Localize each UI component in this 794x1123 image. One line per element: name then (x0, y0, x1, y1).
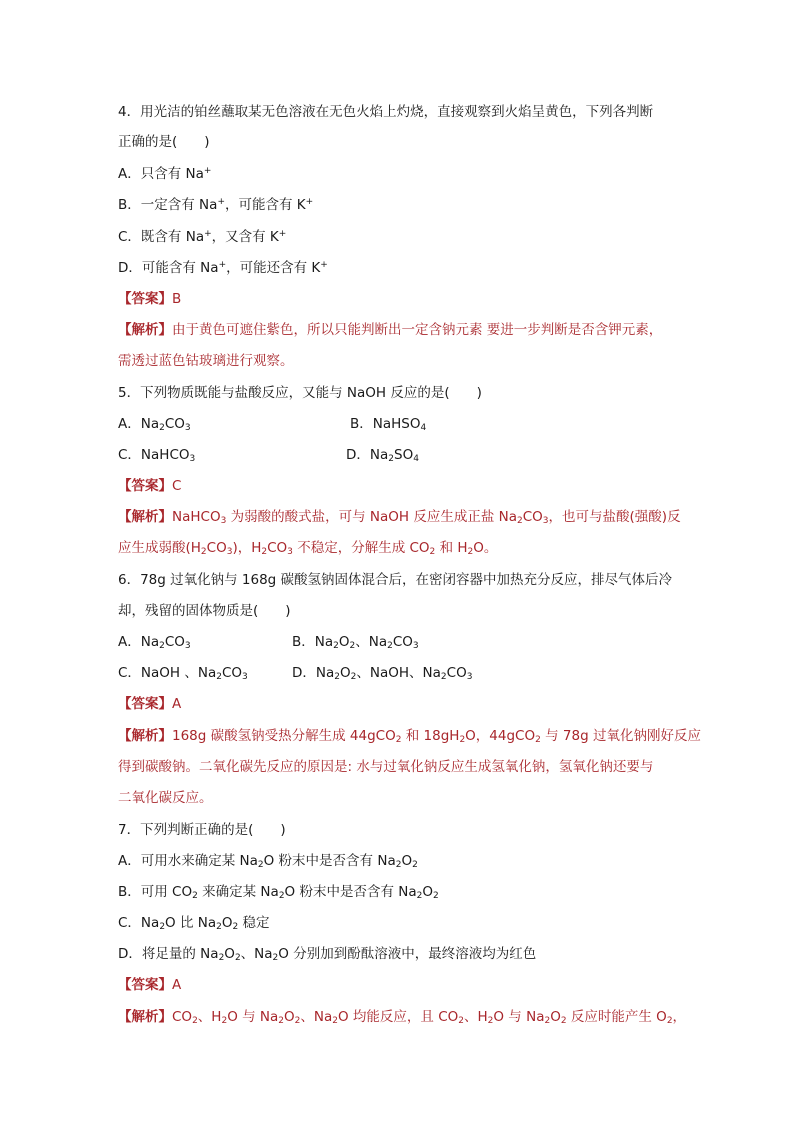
q5-options-row-1 (118, 414, 678, 434)
q4-option-b-text-1: B．一定含有 Na (118, 197, 218, 213)
answer-tag: 【答案】 (118, 478, 172, 494)
q7-option-c: C．$Na_2O$ 比 $Na_2O_2$ 稳定 (118, 915, 270, 932)
analysis-tag: 【解析】 (118, 322, 172, 338)
q4-analysis-line-1 (118, 320, 678, 340)
q4-analysis-text-1: 由于黄色可遮住紫色，所以只能判断出一定含钠元素 要进一步判断是否含钾元素， (172, 322, 663, 338)
q5-option-c: C．NaHCO$_3$ (118, 447, 196, 464)
q6-answer-value: A (172, 696, 182, 712)
q7-option-b: B．可用 $CO_2$ 来确定某 $Na_2O$ 粉末中是否含有 $Na_2O_2$ (118, 884, 439, 901)
q6-analysis-line-2: 得到碳酸钠。二氧化碳先反应的原因是: 水与过氧化钠反应生成氢氧化钠，氢氧化钠还要与 (118, 759, 654, 775)
q5-options-row-2 (118, 445, 678, 465)
q6-option-d: D．$Na_2O_2$、NaOH、$Na_2CO_3$ (292, 665, 473, 682)
q5-answer (118, 476, 678, 496)
q6-answer (118, 694, 678, 714)
q4-answer (118, 289, 678, 309)
answer-tag: 【答案】 (118, 977, 172, 993)
q6-options-row-2 (118, 663, 678, 683)
plus-sign: + (320, 260, 328, 270)
analysis-tag: 【解析】 (118, 509, 172, 525)
q5-option-b: B．NaHSO$_4$ (350, 416, 427, 433)
analysis-tag: 【解析】 (118, 1009, 172, 1025)
q4-stem-line-1: 4．用光洁的铂丝蘸取某无色溶液在无色火焰上灼烧，直接观察到火焰呈黄色，下列各判断 (118, 104, 654, 120)
q7-stem: 7．下列判断正确的是( ) (118, 822, 286, 838)
q5-option-a: A．$Na_2CO_3$ (118, 416, 191, 433)
q7-option-a: A．可用水来确定某 $Na_2O$ 粉末中是否含有 $Na_2O_2$ (118, 853, 418, 870)
q4-option-b-text-2: ，可能含有 K (224, 197, 306, 213)
q6-stem-line-2: 却，残留的固体物质是( ) (118, 603, 291, 619)
q6-analysis-line-3: 二氧化碳反应。 (118, 790, 213, 806)
q6-stem-line-1: 6．78g 过氧化钠与 168g 碳酸氢钠固体混合后，在密闭容器中加热充分反应，排尽气体后冷 (118, 572, 673, 588)
q4-option-c (118, 227, 678, 247)
q6-option-a: A．$Na_2CO_3$ (118, 634, 191, 651)
plus-sign: + (203, 166, 212, 176)
plus-sign: + (204, 229, 212, 239)
q6-option-b: B．$Na_2O_2$、$Na_2CO_3$ (292, 634, 419, 651)
plus-sign: + (217, 197, 225, 207)
answer-tag: 【答案】 (118, 696, 172, 712)
q4-option-c-text-2: ，又含有 K (211, 229, 279, 245)
q4-option-d (118, 258, 678, 278)
q6-options-row-1 (118, 632, 678, 652)
q7-answer-value: A (172, 977, 182, 993)
q4-stem-line-2: 正确的是( ) (118, 134, 210, 150)
q4-option-a-text: A．只含有 Na (118, 166, 204, 182)
q4-option-d-text-2: ，可能还含有 K (226, 260, 321, 276)
q4-answer-value: B (172, 291, 182, 307)
q5-answer-value: C (172, 478, 182, 494)
q5-stem: 5．下列物质既能与盐酸反应，又能与 NaOH 反应的是( ) (118, 385, 482, 401)
q4-option-c-text-1: C．既含有 Na (118, 229, 205, 245)
plus-sign: + (305, 197, 314, 207)
q5-analysis-line-1: 【解析】NaHCO$_3$ 为弱酸的酸式盐，可与 NaOH 反应生成正盐 $Na_2CO_3$，也可与盐酸(强酸)反 (118, 509, 681, 526)
q4-option-d-text-1: D．可能含有 Na (118, 260, 219, 276)
q6-analysis-line-1: 【解析】168g 碳酸氢钠受热分解生成 44gCO$_2$ 和 $18gH_2O$，44gCO$_2$ 与 78g 过氧化钠刚好反应 (118, 728, 701, 745)
q5-analysis-line-2: 应生成弱酸$(H_2CO_3)$，$H_2CO_3$ 不稳定，分解生成 $CO_2$ 和 $H_2O$。 (118, 540, 498, 557)
plus-sign: + (278, 229, 287, 239)
q4-option-a (118, 164, 678, 184)
answer-tag: 【答案】 (118, 291, 172, 307)
q7-option-d: D．将足量的 $Na_2O_2$、$Na_2O$ 分别加到酚酞溶液中，最终溶液均为红色 (118, 946, 537, 963)
q6-option-c: C．NaOH 、$Na_2CO_3$ (118, 665, 248, 682)
plus-sign: + (218, 260, 227, 270)
q4-analysis-line-2: 需透过蓝色钴玻璃进行观察。 (118, 353, 294, 369)
analysis-tag: 【解析】 (118, 728, 172, 744)
q5-option-d: D．$Na_2SO_4$ (346, 447, 419, 464)
q7-analysis-line-1: 【解析】$CO_2$、$H_2O$ 与 $Na_2O_2$、$Na_2O$ 均能反应，且 $CO_2$、$H_2O$ 与 $Na_2O_2$ 反应时能产生 $O_2$， (118, 1009, 687, 1026)
q7-answer (118, 975, 678, 995)
q4-option-b (118, 195, 678, 215)
